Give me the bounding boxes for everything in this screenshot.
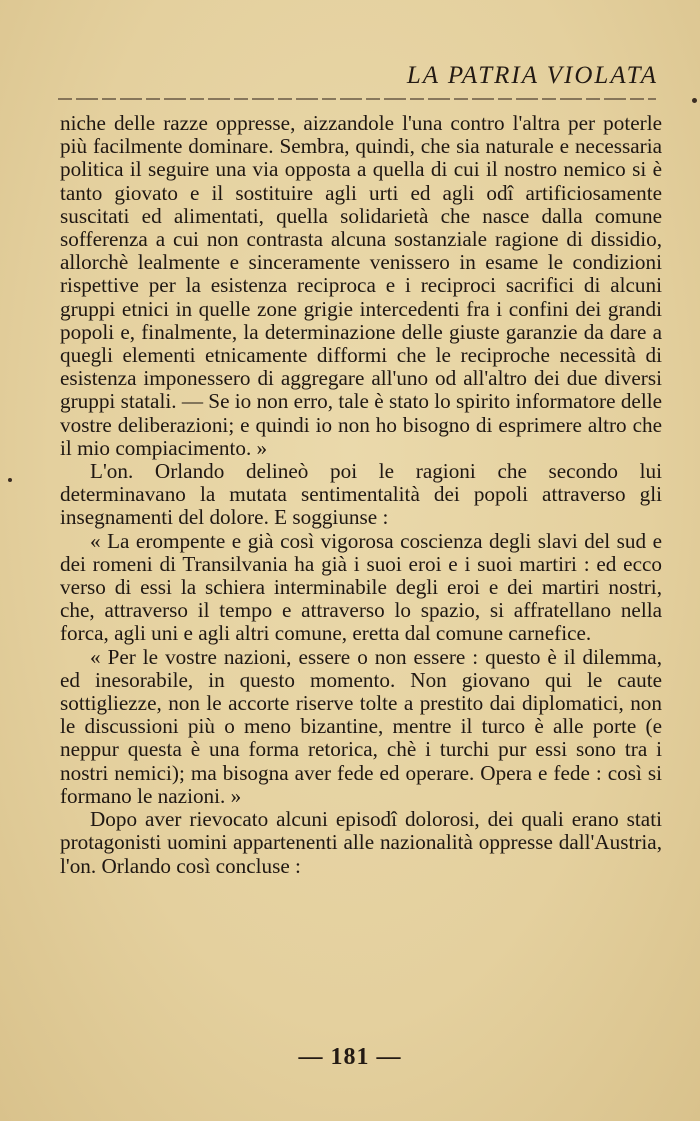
paragraph: Dopo aver rievocato alcuni episodî dolorosi, dei quali erano stati protagonisti uomini appartenenti alle nazionalità oppresse dall'Austria, l'on. Orlando così concluse : — [60, 807, 662, 878]
running-title: LA PATRIA VIOLATA — [406, 62, 658, 89]
paragraph-quote: « Per le vostre nazioni, essere o non essere : questo è il dilemma, ed inesorabile, in questo momento. Non giovano qui le caute sottigliezze, non le accorte riserve tolte a prestito dai diplomatici, non le discussioni più o meno bizantine, mentre il turco è alle porte (e neppur questa è una forma retorica, chè i turchi pur essi sono tra i nostri nemici); ma bisogna aver fede ed operare. Opera e fede : così si formano le nazioni. » — [60, 644, 662, 808]
header-rule — [58, 98, 656, 100]
paragraph-quote: « La erompente e già così vigorosa coscienza degli slavi del sud e dei romeni di Transilvania ha già i suoi eroi e i suoi martiri : ed ecco verso di essi la schiera interminabile degli eroi e dei martiri nostri, che, attraverso il tempo e attraverso lo spazio, si affratellano nella forca, agli uni e agli altri comune, eretta dal comune carnefice. — [60, 528, 662, 646]
paragraph: L'on. Orlando delineò poi le ragioni che secondo lui determinavano la mutata sentimentalità dei popoli attraverso gli insegnamenti del dolore. E soggiunse : — [60, 459, 662, 530]
page-number: — 181 — — [298, 1044, 402, 1070]
page-header — [0, 62, 700, 92]
body-text — [60, 112, 662, 878]
ink-spot — [692, 98, 697, 103]
paragraph-continuation: niche delle razze oppresse, aizzandole l'una contro l'altra per poterle più facilmente dominare. Sembra, quindi, che sia naturale e necessaria politica il seguire una via opposta a quella di cui il nostro nemico si è tanto giovato e il sostituire agli urti ed agli odî artificiosamente suscitati ed alimentati, quella solidarietà che nasce dalla comune sofferenza a cui non contrasta alcuna sostanziale ragione di dissidio, allorchè lealmente e sinceramente venissero in esame le condizioni rispettive per la esistenza reciproca e i reciproci sacrifici di alcuni gruppi etnici in quelle zone grigie intercedenti fra i confini dei grandi popoli e, finalmente, la determinazione delle giuste garanzie da dare a quegli elementi etnicamente difformi che le reciproche necessità di esistenza imponessero di aggregare all'uno od all'altro dei due diversi gruppi statali. — Se io non erro, tale è stato lo spirito informatore delle vostre deliberazioni; e quindi io non ho bisogno di esprimere altro che il mio compiacimento. » — [60, 111, 662, 460]
ink-spot — [8, 478, 12, 482]
